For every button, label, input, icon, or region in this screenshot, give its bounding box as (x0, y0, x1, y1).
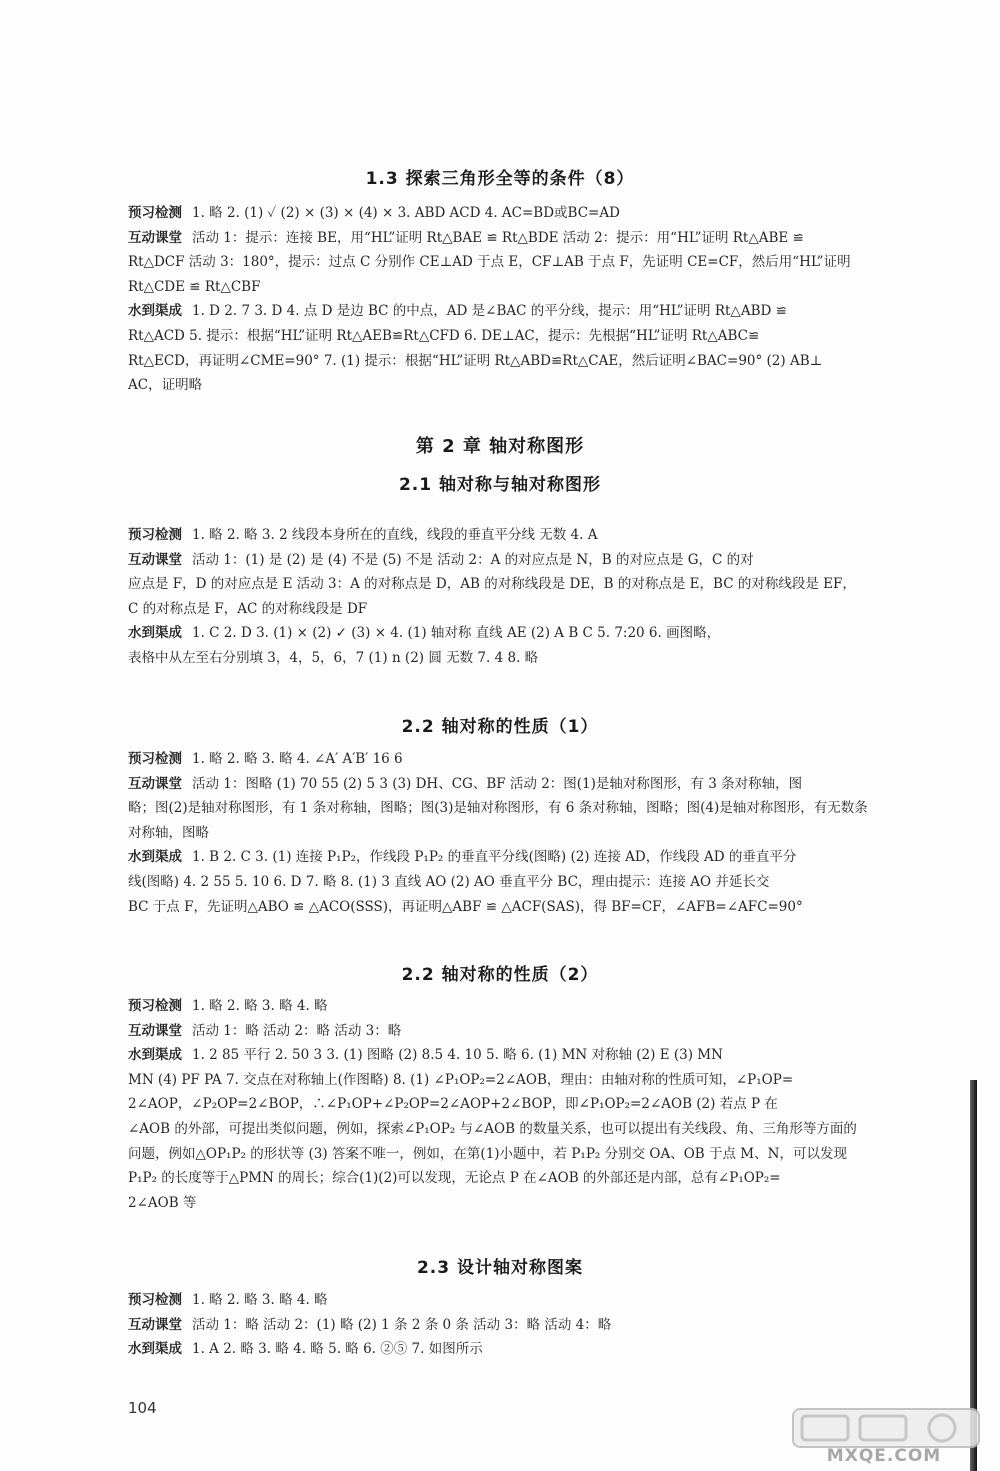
page-number: 104 (128, 1399, 157, 1417)
line-text: 活动 1：(1) 是 (2) 是 (4) 不是 (5) 不是 活动 2：A 的对应点是 N，B 的对应点是 G，C 的对 (192, 551, 754, 568)
line-text: 活动 1：图略 (1) 70 55 (2) 5 3 (3) DH、CG、BF 活动 2：图(1)是轴对称图形，有 3 条对称轴，图 (192, 775, 803, 792)
line-text: P₁P₂ 的长度等于△PMN 的周长；综合(1)(2)可以发现，无论点 P 在∠AOB 的外部还是内部，总有∠P₁OP₂= (128, 1170, 781, 1187)
line-label: 互动课堂 (128, 775, 182, 792)
answer-line (128, 796, 914, 821)
answer-line (128, 201, 914, 226)
line-text: 活动 1：略 活动 2：略 活动 3：略 (192, 1022, 402, 1039)
line-text: 1. 略 2. 略 3. 2 线段本身所在的直线，线段的垂直平分线 无数 4. A (192, 527, 598, 543)
section-body-2-3 (128, 1288, 914, 1362)
line-text: 1. C 2. D 3. (1) × (2) ✓ (3) × 4. (1) 轴对称 直线 AE (2) A B C 5. 7:20 6. 画图略， (192, 625, 721, 642)
section-title-1-3: 1.3 探索三角形全等的条件（8） (365, 169, 635, 189)
section-body-2-2-2 (128, 994, 914, 1215)
line-text: 1. 2 85 平行 2. 50 3 3. (1) 图略 (2) 8.5 4. 10 5. 略 6. (1) MN 对称轴 (2) E (3) MN (192, 1047, 723, 1064)
line-text: C 的对称点是 F，AC 的对称线段是 DF (128, 600, 368, 617)
answer-line (128, 1043, 914, 1068)
answer-line (128, 1019, 914, 1044)
line-text: 2∠AOP，∠P₂OP=2∠BOP，∴∠P₁OP+∠P₂OP=2∠AOP+2∠BOP，即∠P₁OP₂=2∠AOB (2) 若点 P 在 (128, 1096, 778, 1113)
answer-line (128, 994, 914, 1019)
line-label: 互动课堂 (128, 1022, 182, 1039)
line-text: 2∠AOB 等 (128, 1194, 197, 1211)
answer-line (128, 1117, 914, 1142)
section-title-2-2-1: 2.2 轴对称的性质（1） (401, 717, 599, 737)
line-text: 应点是 F，D 的对应点是 E 活动 3：A 的对称点是 D，AB 的对称线段是 DE，B 的对称点是 E，BC 的对称线段是 EF， (128, 576, 856, 593)
answer-line (128, 275, 914, 300)
section-title-2-2-2: 2.2 轴对称的性质（2） (401, 965, 599, 985)
line-label: 预习检测 (128, 751, 182, 767)
section-title-2-1: 2.1 轴对称与轴对称图形 (398, 475, 602, 495)
line-label: 预习检测 (128, 205, 182, 221)
line-text: 表格中从左至右分别填 3，4，5，6，7 (1) n (2) 圆 无数 7. 4 8. 略 (128, 649, 539, 666)
line-label: 水到渠成 (128, 849, 182, 866)
line-label: 水到渠成 (128, 625, 182, 642)
line-label: 预习检测 (128, 1292, 182, 1308)
line-label: 互动课堂 (128, 1316, 182, 1333)
line-text: 1. D 2. 7 3. D 4. 点 D 是边 BC 的中点，AD 是∠BAC 的平分线，提示：用“HL”证明 Rt△ABD ≌ (192, 303, 787, 320)
watermark-logo-icon (792, 1408, 980, 1448)
answer-line (128, 1142, 914, 1167)
answer-line (128, 373, 914, 398)
answer-line (128, 597, 914, 622)
section-body-1-3 (128, 201, 914, 398)
watermark-logo-glyph (794, 1410, 978, 1446)
line-text: Rt△CDE ≌ Rt△CBF (128, 278, 261, 295)
answer-line (128, 324, 914, 349)
line-text: BC 于点 F，先证明△ABO ≌ △ACO(SSS)，再证明△ABF ≌ △ACF(SAS)，得 BF=CF，∠AFB=∠AFC=90° (128, 898, 803, 915)
line-label: 互动课堂 (128, 551, 182, 568)
line-text: 活动 1：略 活动 2：(1) 略 (2) 1 条 2 条 0 条 活动 3：略 活动 4：略 (192, 1316, 612, 1333)
section-body-2-1 (128, 523, 914, 671)
answer-line (128, 523, 914, 548)
line-label: 预习检测 (128, 527, 182, 543)
line-text: 略；图(2)是轴对称图形，有 1 条对称轴，图略；图(3)是轴对称图形，有 6 条对称轴，图略；图(4)是轴对称图形，有无数条 (128, 800, 868, 817)
answer-line (128, 226, 914, 251)
answer-line (128, 299, 914, 324)
line-text: 活动 1：提示：连接 BE，用“HL”证明 Rt△BAE ≌ Rt△BDE 活动 2：提示：用“HL”证明 Rt△ABE ≌ (192, 229, 804, 246)
answer-line (128, 1191, 914, 1216)
line-text: 1. B 2. C 3. (1) 连接 P₁P₂，作线段 P₁P₂ 的垂直平分线(图略) (2) 连接 AD，作线段 AD 的垂直平分 (192, 849, 797, 866)
answer-line (128, 1068, 914, 1093)
line-text: 1. 略 2. (1) ✓ (2) × (3) × (4) × 3. ABD ACD 4. AC=BD或BC=AD (192, 205, 620, 221)
answer-line (128, 646, 914, 671)
answer-line (128, 1092, 914, 1117)
answer-line (128, 1166, 914, 1191)
line-label: 水到渠成 (128, 303, 182, 320)
line-text: 1. 略 2. 略 3. 略 4. 略 (192, 1292, 328, 1308)
line-text: Rt△DCF 活动 3：180°，提示：过点 C 分别作 CE⊥AD 于点 E，CF⊥AB 于点 F，先证明 CE=CF，然后用“HL”证明 (128, 254, 851, 271)
line-text: ∠AOB 的外部，可提出类似问题，例如，探索∠P₁OP₂ 与∠AOB 的数量关系，也可以提出有关线段、角、三角形等方面的 (128, 1120, 857, 1137)
line-text: 对称轴，图略 (128, 824, 209, 841)
line-text: 1. 略 2. 略 3. 略 4. ∠A′ A′B′ 16 6 (192, 751, 403, 767)
answer-line (128, 1313, 914, 1338)
line-text: MN (4) PF PA 7. 交点在对称轴上(作图略) 8. (1) ∠P₁OP₂=2∠AOB，理由：由轴对称的性质可知，∠P₁OP= (128, 1071, 794, 1088)
line-text: Rt△ECD，再证明∠CME=90° 7. (1) 提示：根据“HL”证明 Rt△ABD≌Rt△CAE，然后证明∠BAC=90° (2) AB⊥ (128, 352, 823, 369)
line-text: 线(图略) 4. 2 55 5. 10 6. D 7. 略 8. (1) 3 直线 AO (2) AO 垂直平分 BC，理由提示：连接 AO 并延长交 (128, 873, 770, 890)
answer-line (128, 895, 914, 920)
line-text: 问题，例如△OP₁P₂ 的形状等 (3) 答案不唯一，例如，在第(1)小题中，若 P₁P₂ 分别交 OA、OB 于点 M、N，可以发现 (128, 1145, 847, 1162)
watermark-url: MXQE.COM (826, 1446, 942, 1466)
line-label: 水到渠成 (128, 1047, 182, 1064)
answer-line (128, 747, 914, 772)
answer-line (128, 349, 914, 374)
section-body-2-2-1 (128, 747, 914, 919)
chapter-title: 第 2 章 轴对称图形 (415, 436, 585, 457)
answer-line (128, 572, 914, 597)
section-title-2-3: 2.3 设计轴对称图案 (416, 1258, 584, 1278)
line-text: Rt△ACD 5. 提示：根据“HL”证明 Rt△AEB≌Rt△CFD 6. DE⊥AC，提示：先根据“HL”证明 Rt△ABC≌ (128, 327, 760, 344)
answer-line (128, 1288, 914, 1313)
line-label: 互动课堂 (128, 229, 182, 246)
line-text: AC，证明略 (128, 377, 203, 394)
answer-line (128, 870, 914, 895)
answer-line (128, 772, 914, 797)
watermark (792, 1408, 976, 1466)
line-label: 水到渠成 (128, 1341, 182, 1358)
answer-line (128, 821, 914, 846)
answer-line (128, 250, 914, 275)
answer-line (128, 548, 914, 573)
answer-line (128, 621, 914, 646)
line-label: 预习检测 (128, 998, 182, 1014)
answer-line (128, 1337, 914, 1362)
line-text: 1. 略 2. 略 3. 略 4. 略 (192, 998, 328, 1014)
line-text: 1. A 2. 略 3. 略 4. 略 5. 略 6. ②⑤ 7. 如图所示 (192, 1341, 483, 1358)
answer-line (128, 845, 914, 870)
